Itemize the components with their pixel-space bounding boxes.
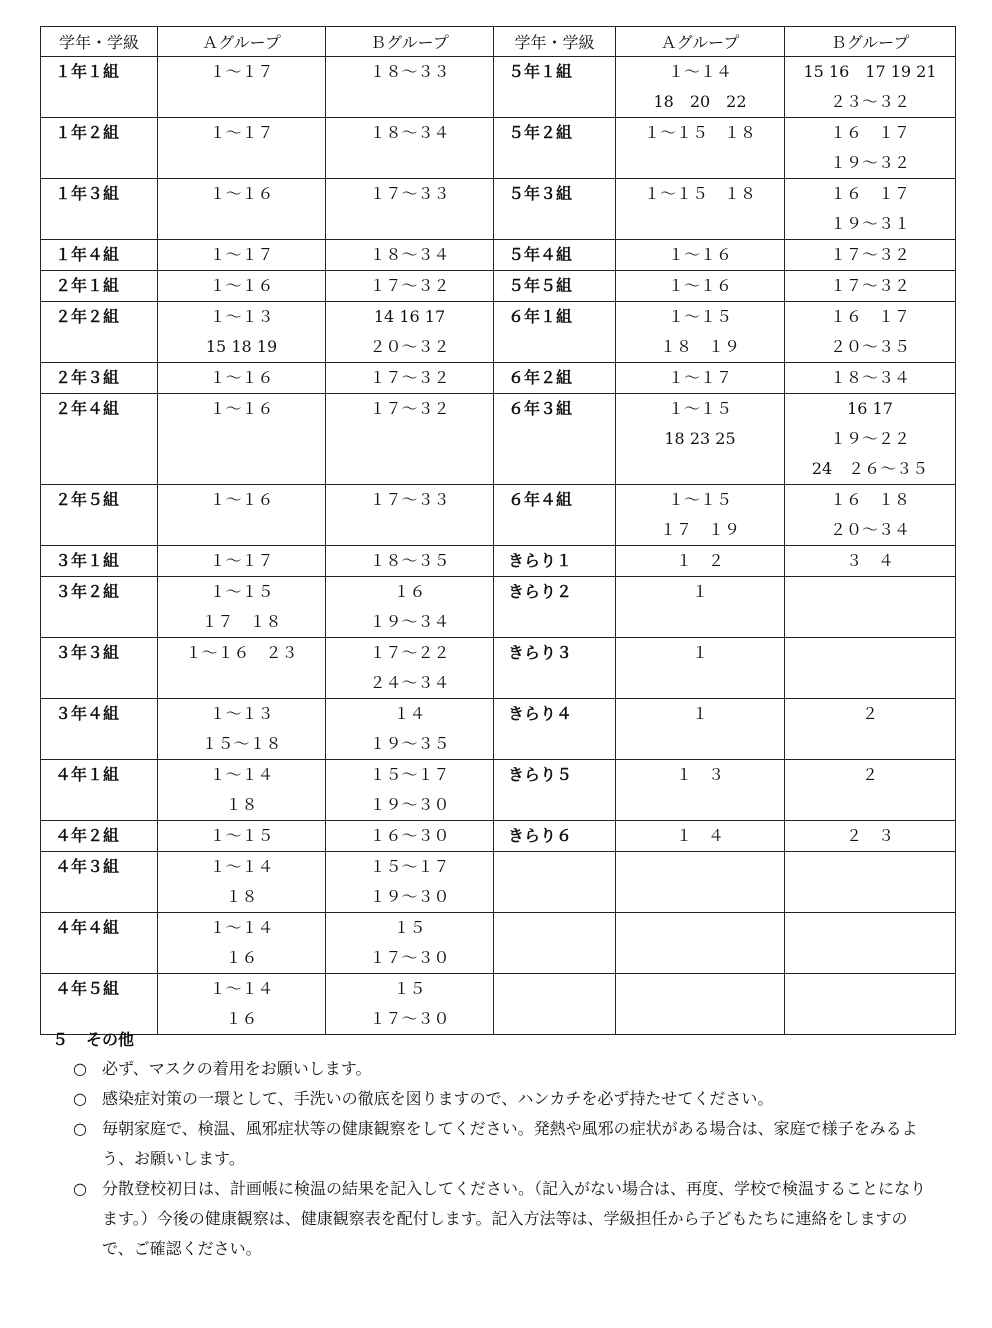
class-name-text bbox=[508, 974, 615, 1004]
group-b-text: １７～３２ bbox=[369, 399, 450, 418]
group-b-text: １９～３４ bbox=[369, 612, 450, 631]
group-b-text: １５～１７ bbox=[369, 765, 450, 784]
group-b-text: １７～３２ bbox=[829, 245, 910, 264]
note-text: 必ず、マスクの着用をお願いします。 bbox=[102, 1059, 372, 1078]
table-row bbox=[41, 852, 956, 913]
header-class-2: 学年・学級 bbox=[494, 27, 616, 57]
notes-list bbox=[52, 1054, 932, 1264]
group-b-text: １６ １７ bbox=[829, 123, 910, 142]
group-a-text: １～１６ bbox=[209, 399, 274, 418]
group-b-text: １６ １７ bbox=[829, 307, 910, 326]
group-a-text: １７ １９ bbox=[659, 520, 740, 539]
class-name-text: ２年３組 bbox=[55, 368, 120, 387]
class-name-text: ５年２組 bbox=[508, 123, 573, 142]
class-name-cell bbox=[494, 394, 616, 485]
group-a-text: １～１４ bbox=[209, 918, 274, 937]
group-a-cell bbox=[616, 363, 785, 394]
group-b-text: １５ bbox=[393, 979, 426, 998]
class-name-text: ６年２組 bbox=[508, 368, 573, 387]
class-name-text: ４年２組 bbox=[55, 826, 120, 845]
class-name-text: ２年１組 bbox=[55, 276, 120, 295]
table-row bbox=[41, 363, 956, 394]
class-name-cell bbox=[41, 57, 158, 118]
group-b-cell bbox=[785, 546, 956, 577]
note-item bbox=[68, 1174, 932, 1264]
group-b-text: ２ bbox=[861, 704, 878, 723]
class-name-cell bbox=[41, 577, 158, 638]
table-row bbox=[41, 118, 956, 179]
group-a-cell bbox=[616, 821, 785, 852]
group-b-text: １８～３４ bbox=[369, 123, 450, 142]
group-a-text: １～１５ １８ bbox=[643, 184, 756, 203]
class-group-table bbox=[40, 26, 956, 1035]
group-b-text: １７～３０ bbox=[369, 948, 450, 967]
group-b-text: ３ ４ bbox=[845, 551, 894, 570]
group-b-cell bbox=[326, 240, 494, 271]
class-name-text: ６年３組 bbox=[508, 399, 573, 418]
group-b-cell bbox=[785, 179, 956, 240]
group-a-cell bbox=[616, 852, 785, 913]
group-b-text: １５ bbox=[393, 918, 426, 937]
group-b-text: １７～２２ bbox=[369, 643, 450, 662]
class-name-text: ５年４組 bbox=[508, 245, 573, 264]
group-a-text: １８ １９ bbox=[659, 337, 740, 356]
group-b-text bbox=[785, 913, 955, 943]
group-a-text: 15 18 19 bbox=[205, 337, 278, 356]
note-text: 毎朝家庭で、検温、風邪症状等の健康観察をしてください。発熱や風邪の症状がある場合は、家庭で様子をみるよう、お願いします。 bbox=[102, 1119, 918, 1168]
group-b-text: １５～１７ bbox=[369, 857, 450, 876]
group-a-cell bbox=[158, 638, 326, 699]
group-a-text: １～１５ bbox=[667, 399, 732, 418]
class-name-cell bbox=[494, 638, 616, 699]
class-name-text: ４年４組 bbox=[55, 918, 120, 937]
group-b-text bbox=[785, 852, 955, 882]
table-row bbox=[41, 302, 956, 363]
group-b-cell bbox=[326, 271, 494, 302]
group-a-cell bbox=[616, 118, 785, 179]
group-a-text: １～１６ ２３ bbox=[185, 643, 298, 662]
class-name-text: ２年４組 bbox=[55, 399, 120, 418]
group-a-text: １～１６ bbox=[209, 276, 274, 295]
group-b-cell bbox=[326, 546, 494, 577]
group-a-text: １ bbox=[691, 582, 708, 601]
group-b-text bbox=[785, 974, 955, 1004]
class-name-cell bbox=[494, 363, 616, 394]
group-b-cell bbox=[326, 302, 494, 363]
class-name-cell bbox=[41, 760, 158, 821]
header-group-b-2: Ｂグループ bbox=[785, 27, 956, 57]
class-name-text: きらり３ bbox=[508, 643, 573, 662]
table-row bbox=[41, 699, 956, 760]
class-name-text: きらり４ bbox=[508, 704, 573, 723]
group-a-cell bbox=[158, 118, 326, 179]
group-a-text: １～１７ bbox=[209, 551, 274, 570]
group-a-cell bbox=[616, 271, 785, 302]
class-name-cell bbox=[41, 821, 158, 852]
group-a-text: １～１５ １８ bbox=[643, 123, 756, 142]
class-name-cell bbox=[41, 485, 158, 546]
table-row bbox=[41, 760, 956, 821]
group-a-text: １～１３ bbox=[209, 704, 274, 723]
class-name-cell bbox=[41, 913, 158, 974]
group-a-cell bbox=[158, 57, 326, 118]
group-b-cell bbox=[785, 271, 956, 302]
note-item bbox=[68, 1114, 932, 1174]
group-a-cell bbox=[158, 913, 326, 974]
class-name-text: １年３組 bbox=[55, 184, 120, 203]
group-b-text: ２ ３ bbox=[845, 826, 894, 845]
group-a-text: １ bbox=[691, 643, 708, 662]
group-b-text: １９～３０ bbox=[369, 887, 450, 906]
group-a-cell bbox=[158, 821, 326, 852]
header-class-1: 学年・学級 bbox=[41, 27, 158, 57]
group-b-cell bbox=[785, 118, 956, 179]
group-a-text: １６ bbox=[225, 948, 258, 967]
class-name-text: １年２組 bbox=[55, 123, 120, 142]
group-a-cell bbox=[158, 240, 326, 271]
group-a-cell bbox=[158, 577, 326, 638]
group-a-cell bbox=[158, 852, 326, 913]
group-a-text: １～１４ bbox=[209, 979, 274, 998]
class-name-text: きらり１ bbox=[508, 551, 573, 570]
group-a-text: １～１６ bbox=[209, 490, 274, 509]
note-item bbox=[68, 1054, 932, 1084]
table-header-row bbox=[41, 27, 956, 57]
table-row bbox=[41, 821, 956, 852]
group-b-text: 16 17 bbox=[847, 399, 893, 418]
table-row bbox=[41, 394, 956, 485]
group-b-text: １９～３１ bbox=[829, 214, 910, 233]
group-a-text: 18 20 22 bbox=[653, 92, 747, 111]
group-b-cell bbox=[785, 638, 956, 699]
table-row bbox=[41, 546, 956, 577]
group-b-text: １７～３２ bbox=[369, 276, 450, 295]
class-name-cell bbox=[494, 179, 616, 240]
table-row bbox=[41, 271, 956, 302]
class-name-text bbox=[508, 913, 615, 943]
header-group-a-2: Ａグループ bbox=[616, 27, 785, 57]
class-name-cell bbox=[41, 302, 158, 363]
class-name-cell bbox=[494, 271, 616, 302]
class-name-text: １年１組 bbox=[55, 62, 120, 81]
group-b-text: ２３～３２ bbox=[829, 92, 910, 111]
group-a-text: １８ bbox=[225, 795, 258, 814]
class-name-cell bbox=[494, 485, 616, 546]
class-name-text: ３年２組 bbox=[55, 582, 120, 601]
group-a-text: １～１７ bbox=[209, 123, 274, 142]
note-item bbox=[68, 1084, 932, 1114]
group-b-cell bbox=[785, 760, 956, 821]
group-a-cell bbox=[158, 394, 326, 485]
group-a-text: １７ １８ bbox=[201, 612, 282, 631]
group-a-text: １～１５ bbox=[209, 826, 274, 845]
class-name-cell bbox=[41, 394, 158, 485]
group-a-text: １～１５ bbox=[667, 490, 732, 509]
group-b-text: ２ bbox=[861, 765, 878, 784]
class-name-cell bbox=[494, 546, 616, 577]
group-b-text: １９～２２ bbox=[829, 429, 910, 448]
group-a-cell bbox=[158, 760, 326, 821]
group-b-text: １６ bbox=[393, 582, 426, 601]
group-b-cell bbox=[785, 821, 956, 852]
group-a-cell bbox=[616, 699, 785, 760]
class-name-cell bbox=[41, 240, 158, 271]
group-b-text bbox=[785, 638, 955, 668]
group-b-text: １７～３３ bbox=[369, 184, 450, 203]
group-b-cell bbox=[326, 118, 494, 179]
class-name-text bbox=[508, 852, 615, 882]
group-a-text: １～１６ bbox=[209, 184, 274, 203]
group-a-text: １～１６ bbox=[667, 245, 732, 264]
group-b-cell bbox=[326, 57, 494, 118]
group-b-text bbox=[785, 577, 955, 607]
group-a-cell bbox=[158, 363, 326, 394]
class-name-text: ４年１組 bbox=[55, 765, 120, 784]
class-name-text: ６年１組 bbox=[508, 307, 573, 326]
group-b-text: １７～３２ bbox=[829, 276, 910, 295]
class-name-cell bbox=[494, 577, 616, 638]
group-b-cell bbox=[326, 179, 494, 240]
table-row bbox=[41, 913, 956, 974]
class-name-text: ３年４組 bbox=[55, 704, 120, 723]
class-name-text: ３年１組 bbox=[55, 551, 120, 570]
table-row bbox=[41, 638, 956, 699]
group-b-cell bbox=[326, 821, 494, 852]
group-b-cell bbox=[326, 394, 494, 485]
class-name-text: ５年３組 bbox=[508, 184, 573, 203]
group-b-cell bbox=[785, 485, 956, 546]
group-b-cell bbox=[326, 699, 494, 760]
bullet-circle-icon: ○ bbox=[73, 1119, 87, 1138]
group-b-text: １８～３４ bbox=[829, 368, 910, 387]
section-number: ５ bbox=[52, 1030, 69, 1049]
group-b-text: １９～３２ bbox=[829, 153, 910, 172]
class-name-text: きらり５ bbox=[508, 765, 573, 784]
class-name-text: ４年５組 bbox=[55, 979, 120, 998]
group-a-text: １ bbox=[691, 704, 708, 723]
group-b-cell bbox=[785, 577, 956, 638]
group-b-text: １６～３０ bbox=[369, 826, 450, 845]
group-b-text: １９～３５ bbox=[369, 734, 450, 753]
group-b-text: 14 16 17 bbox=[373, 307, 446, 326]
table-row bbox=[41, 179, 956, 240]
group-b-text: 15 16 17 19 21 bbox=[803, 62, 937, 81]
class-name-text: ２年５組 bbox=[55, 490, 120, 509]
group-a-text bbox=[616, 852, 784, 882]
group-b-text: １６ １７ bbox=[829, 184, 910, 203]
group-a-text: １～１４ bbox=[209, 857, 274, 876]
group-a-cell bbox=[158, 485, 326, 546]
group-b-cell bbox=[326, 913, 494, 974]
group-a-cell bbox=[158, 546, 326, 577]
class-name-cell bbox=[494, 913, 616, 974]
group-a-cell bbox=[616, 179, 785, 240]
table-row bbox=[41, 577, 956, 638]
class-name-text: きらり２ bbox=[508, 582, 573, 601]
group-a-text: １ ４ bbox=[675, 826, 724, 845]
group-a-text: １～１７ bbox=[667, 368, 732, 387]
class-name-text: １年４組 bbox=[55, 245, 120, 264]
header-group-a-1: Ａグループ bbox=[158, 27, 326, 57]
bullet-circle-icon: ○ bbox=[73, 1179, 87, 1198]
group-b-cell bbox=[785, 913, 956, 974]
note-text: 分散登校初日は、計画帳に検温の結果を記入してください。（記入がない場合は、再度、学校で検温することになります。）今後の健康観察は、健康観察表を配付します。記入方法等は、学級担任から子どもたちに連絡をしますので、ご確認ください。 bbox=[102, 1179, 927, 1258]
class-name-cell bbox=[494, 57, 616, 118]
group-a-cell bbox=[158, 699, 326, 760]
group-a-cell bbox=[616, 760, 785, 821]
group-a-cell bbox=[616, 577, 785, 638]
section-title: その他 bbox=[86, 1030, 135, 1049]
group-b-text: １４ bbox=[393, 704, 426, 723]
group-b-cell bbox=[785, 394, 956, 485]
group-b-cell bbox=[326, 577, 494, 638]
group-b-cell bbox=[326, 852, 494, 913]
group-a-cell bbox=[158, 179, 326, 240]
notes-heading bbox=[52, 1026, 932, 1054]
group-a-text: １～１７ bbox=[209, 245, 274, 264]
group-b-text: １６ １８ bbox=[829, 490, 910, 509]
group-b-cell bbox=[326, 760, 494, 821]
group-a-text bbox=[616, 974, 784, 1004]
group-a-text: １～１３ bbox=[209, 307, 274, 326]
group-a-cell bbox=[616, 913, 785, 974]
group-a-cell bbox=[158, 271, 326, 302]
group-b-text: １８～３５ bbox=[369, 551, 450, 570]
group-a-text: １～１６ bbox=[209, 368, 274, 387]
group-b-text: １７～３３ bbox=[369, 490, 450, 509]
class-name-text: ２年２組 bbox=[55, 307, 120, 326]
class-name-cell bbox=[41, 638, 158, 699]
group-a-text: １～１５ bbox=[209, 582, 274, 601]
class-name-cell bbox=[494, 302, 616, 363]
class-name-text: ３年３組 bbox=[55, 643, 120, 662]
group-a-text: １５～１８ bbox=[201, 734, 282, 753]
group-b-text: ２４～３４ bbox=[369, 673, 450, 692]
class-name-cell bbox=[494, 699, 616, 760]
group-a-cell bbox=[616, 638, 785, 699]
group-b-cell bbox=[785, 363, 956, 394]
group-b-text: １７～３０ bbox=[369, 1009, 450, 1028]
class-name-cell bbox=[41, 546, 158, 577]
group-b-text: １８～３４ bbox=[369, 245, 450, 264]
group-b-text: ２０～３２ bbox=[369, 337, 450, 356]
class-name-cell bbox=[41, 179, 158, 240]
group-a-text: １～１４ bbox=[667, 62, 732, 81]
header-group-b-1: Ｂグループ bbox=[326, 27, 494, 57]
group-b-cell bbox=[785, 852, 956, 913]
class-name-cell bbox=[41, 271, 158, 302]
group-a-cell bbox=[616, 240, 785, 271]
group-a-cell bbox=[158, 302, 326, 363]
group-b-text: １８～３３ bbox=[369, 62, 450, 81]
bullet-circle-icon: ○ bbox=[73, 1089, 87, 1108]
group-a-text: １ ２ bbox=[675, 551, 724, 570]
group-b-text: ２０～３４ bbox=[829, 520, 910, 539]
group-b-cell bbox=[785, 57, 956, 118]
note-text: 感染症対策の一環として、手洗いの徹底を図りますので、ハンカチを必ず持たせてください。 bbox=[102, 1089, 774, 1108]
group-a-text: １～１６ bbox=[667, 276, 732, 295]
class-name-cell bbox=[494, 821, 616, 852]
group-b-text: １７～３２ bbox=[369, 368, 450, 387]
group-b-cell bbox=[785, 302, 956, 363]
group-a-text bbox=[616, 913, 784, 943]
class-name-cell bbox=[41, 852, 158, 913]
group-a-text: 18 23 25 bbox=[664, 429, 736, 448]
group-a-text: １６ bbox=[225, 1009, 258, 1028]
group-b-text: １９～３０ bbox=[369, 795, 450, 814]
group-b-text: 24 ２６～３５ bbox=[811, 459, 929, 478]
group-a-text: １～１７ bbox=[209, 62, 274, 81]
group-a-text: １８ bbox=[225, 887, 258, 906]
class-name-cell bbox=[494, 760, 616, 821]
table-row bbox=[41, 485, 956, 546]
class-name-cell bbox=[494, 118, 616, 179]
group-b-cell bbox=[785, 699, 956, 760]
other-notes-section bbox=[52, 1026, 932, 1264]
group-a-cell bbox=[616, 394, 785, 485]
group-a-text: １～１５ bbox=[667, 307, 732, 326]
bullet-circle-icon: ○ bbox=[73, 1059, 87, 1078]
group-b-cell bbox=[785, 240, 956, 271]
class-name-text: ５年１組 bbox=[508, 62, 573, 81]
group-a-cell bbox=[616, 57, 785, 118]
class-name-cell bbox=[494, 852, 616, 913]
class-name-cell bbox=[41, 699, 158, 760]
class-name-cell bbox=[41, 363, 158, 394]
class-name-cell bbox=[41, 118, 158, 179]
class-name-text: ６年４組 bbox=[508, 490, 573, 509]
group-a-cell bbox=[616, 302, 785, 363]
class-name-cell bbox=[494, 240, 616, 271]
group-b-text: ２０～３５ bbox=[829, 337, 910, 356]
group-a-text: １ ３ bbox=[675, 765, 724, 784]
group-a-cell bbox=[616, 485, 785, 546]
table-row bbox=[41, 57, 956, 118]
group-a-cell bbox=[616, 546, 785, 577]
group-b-cell bbox=[326, 363, 494, 394]
group-b-cell bbox=[326, 638, 494, 699]
group-b-cell bbox=[326, 485, 494, 546]
group-a-text: １～１４ bbox=[209, 765, 274, 784]
class-name-text: ４年３組 bbox=[55, 857, 120, 876]
table-row bbox=[41, 240, 956, 271]
class-name-text: きらり６ bbox=[508, 826, 573, 845]
class-name-text: ５年５組 bbox=[508, 276, 573, 295]
